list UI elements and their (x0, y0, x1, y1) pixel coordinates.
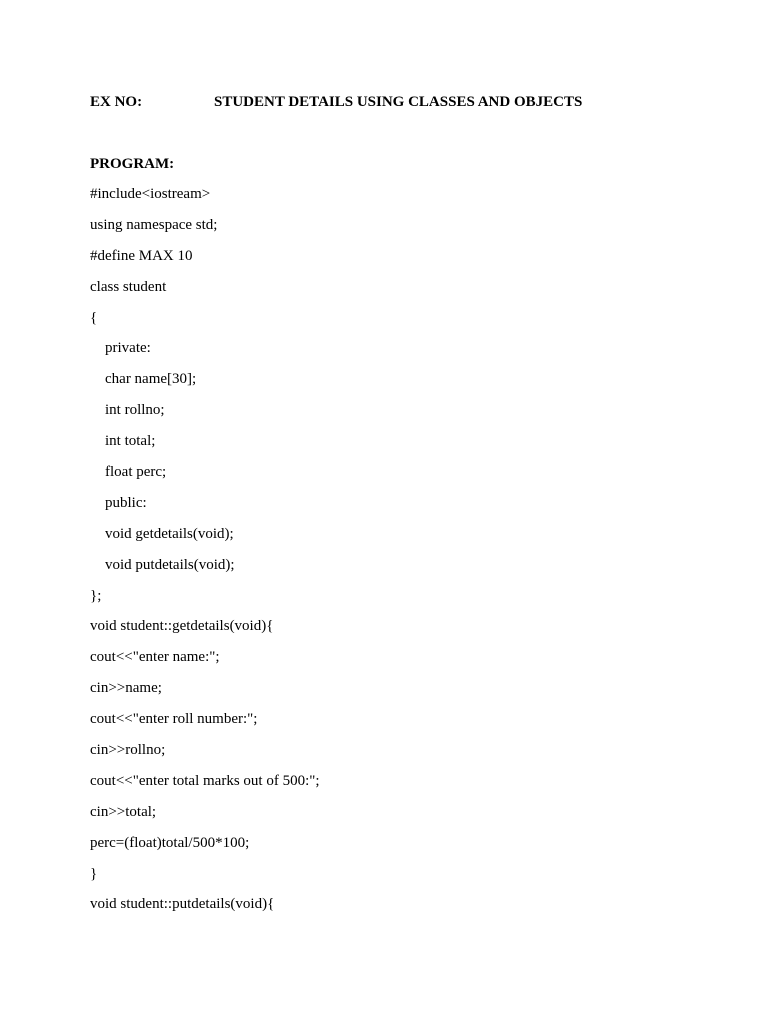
code-line: perc=(float)total/500*100; (90, 834, 250, 851)
code-line: void student::putdetails(void){ (90, 896, 275, 913)
code-block (90, 184, 710, 925)
code-line: void student::getdetails(void){ (90, 618, 274, 635)
code-line: }; (90, 587, 102, 604)
code-line: } (90, 865, 98, 882)
code-line: #include<iostream> (90, 186, 211, 202)
code-line: cin>>total; (90, 803, 157, 820)
code-line: private: (105, 340, 151, 357)
code-line: cout<<"enter total marks out of 500:"; (90, 772, 320, 789)
heading-row (90, 92, 710, 112)
code-line: using namespace std; (90, 216, 218, 233)
code-line: cin>>name; (90, 680, 162, 697)
code-line: public: (105, 494, 147, 511)
code-line: cout<<"enter name:"; (90, 649, 220, 666)
code-line: int rollno; (105, 402, 165, 419)
code-line: cout<<"enter roll number:"; (90, 711, 258, 728)
code-line: { (90, 309, 98, 326)
exercise-number-label: EX NO: (90, 94, 143, 110)
code-line: char name[30]; (105, 371, 197, 388)
code-line: cin>>rollno; (90, 742, 166, 759)
program-label: PROGRAM: (90, 156, 175, 172)
code-line: #define MAX 10 (90, 247, 193, 264)
code-line: void getdetails(void); (105, 525, 234, 542)
code-line: class student (90, 278, 167, 295)
code-line: int total; (105, 433, 156, 450)
document-title: STUDENT DETAILS USING CLASSES AND OBJECTS (214, 94, 583, 110)
code-line: void putdetails(void); (105, 556, 235, 573)
code-line: float perc; (105, 464, 167, 481)
